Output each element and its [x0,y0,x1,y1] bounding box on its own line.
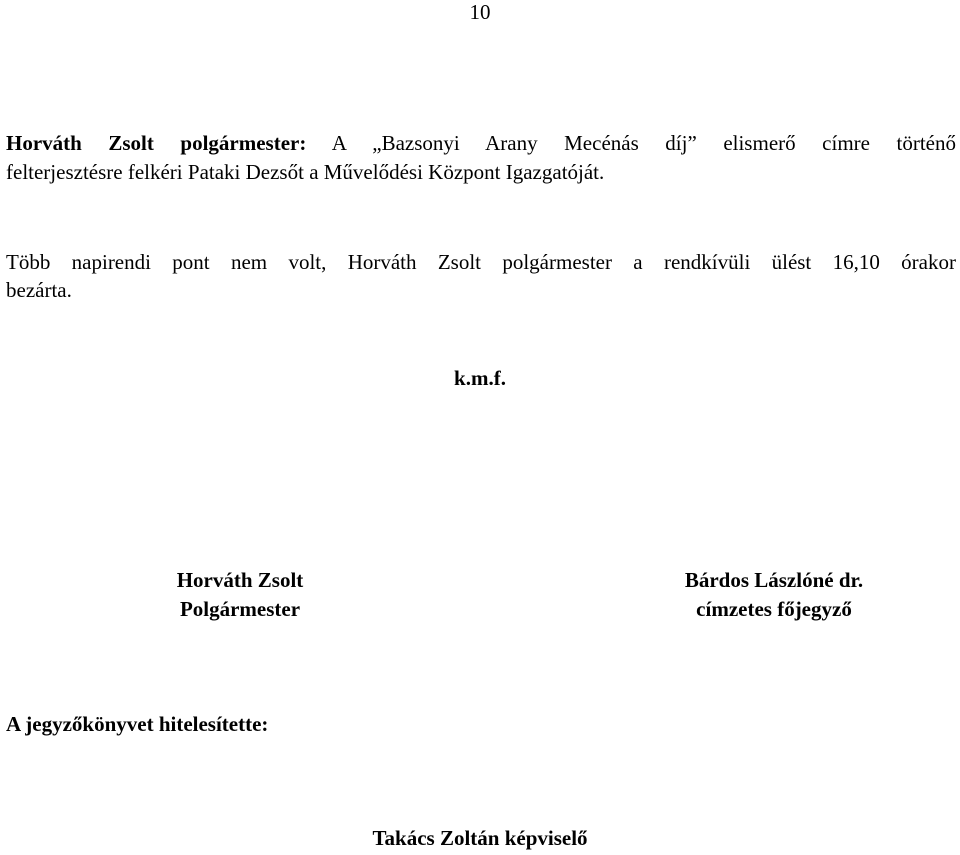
signature-right [658,566,890,624]
paragraph-line [6,131,956,156]
statement-text: A „Bazsonyi Arany Mecénás díj” elismerő címre történő [306,131,956,155]
signatory-name: Horváth Zsolt [176,568,304,592]
speaker-name: Horváth Zsolt polgármester: [6,131,307,155]
signatory-title: Polgármester [179,597,301,621]
page-number: 10 [469,0,491,24]
signature-left [140,566,340,624]
paragraph-line: bezárta. [6,278,72,302]
certifier-name: Takács Zoltán képviselő [372,826,588,850]
signatory-title: címzetes főjegyző [696,597,852,621]
paragraph-line: Több napirendi pont nem volt, Horváth Zsolt polgármester a rendkívüli ülést 16,10 órakor [6,250,956,274]
paragraph-line: felterjesztésre felkéri Pataki Dezsőt a Művelődési Központ Igazgatóját. [6,160,605,184]
certified-label: A jegyzőkönyvet hitelesítette: [6,712,269,736]
signatory-name: Bárdos Lászlóné dr. [684,568,864,592]
kmf-label: k.m.f. [454,366,506,390]
